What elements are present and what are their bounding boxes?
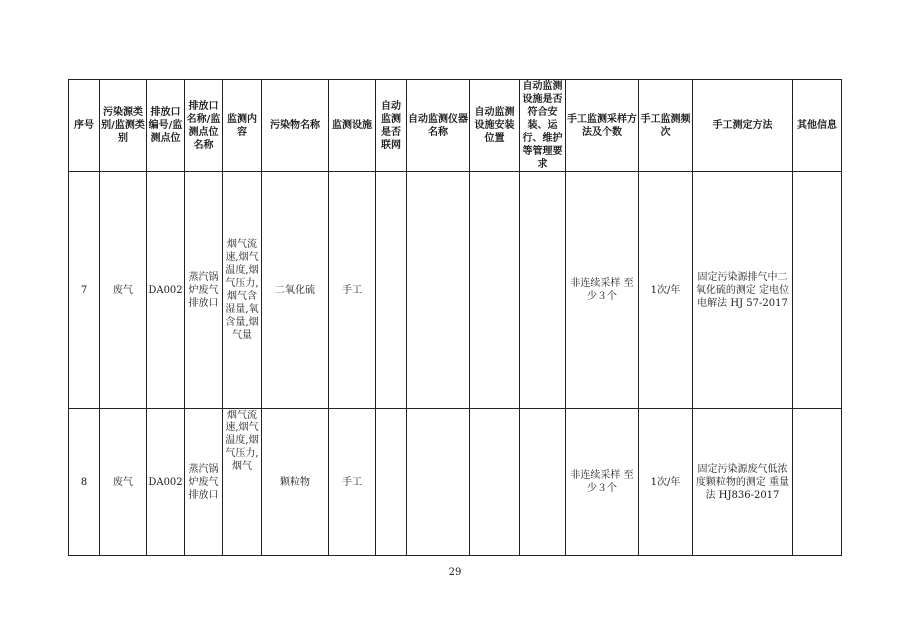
cell-other	[793, 172, 842, 409]
header-networked: 自动监测是否联网	[376, 80, 407, 172]
header-category: 污染源类别/监测类别	[100, 80, 147, 172]
cell-content-text: 烟气流速,烟气温度,烟气压力,烟气	[225, 409, 259, 472]
header-content: 监测内容	[223, 80, 262, 172]
header-facility: 监测设施	[329, 80, 376, 172]
cell-install-location	[470, 172, 520, 409]
header-row	[69, 80, 842, 172]
cell-content	[223, 409, 262, 556]
cell-manual-method: 非连续采样 至少３个	[566, 409, 639, 556]
cell-install-location	[470, 409, 520, 556]
cell-outlet-name: 蒸汽锅炉废气排放口	[185, 172, 223, 409]
monitoring-table	[68, 79, 842, 556]
cell-compliance	[520, 409, 566, 556]
cell-outlet-name: 蒸汽锅炉废气排放口	[185, 409, 223, 556]
header-outlet-code: 排放口编号/监测点位	[147, 80, 185, 172]
cell-facility: 手工	[329, 172, 376, 409]
header-other: 其他信息	[793, 80, 842, 172]
cell-instrument	[407, 409, 470, 556]
table-row	[69, 172, 842, 409]
header-seq: 序号	[69, 80, 100, 172]
page-number: 29	[448, 567, 462, 578]
cell-category: 废气	[100, 409, 147, 556]
cell-instrument	[407, 172, 470, 409]
cell-seq: 8	[69, 409, 100, 556]
cell-compliance	[520, 172, 566, 409]
cell-seq: 7	[69, 172, 100, 409]
cell-pollutant: 颗粒物	[262, 409, 329, 556]
header-pollutant: 污染物名称	[262, 80, 329, 172]
cell-manual-standard: 固定污染源排气中二氧化硫的测定 定电位电解法 HJ 57-2017	[693, 172, 793, 409]
cell-category: 废气	[100, 172, 147, 409]
cell-other	[793, 409, 842, 556]
cell-facility: 手工	[329, 409, 376, 556]
cell-outlet-code: DA002	[147, 172, 185, 409]
cell-manual-method: 非连续采样 至少３个	[566, 172, 639, 409]
cell-networked	[376, 172, 407, 409]
table-row	[69, 409, 842, 556]
header-instrument: 自动监测仪器名称	[407, 80, 470, 172]
cell-pollutant: 二氧化硫	[262, 172, 329, 409]
cell-manual-freq: 1次/年	[639, 172, 693, 409]
cell-manual-standard: 固定污染源废气低浓度颗粒物的测定 重量法 HJ836-2017	[693, 409, 793, 556]
cell-outlet-code: DA002	[147, 409, 185, 556]
header-install-location: 自动监测设施安装位置	[470, 80, 520, 172]
header-compliance: 自动监测设施是否符合安装、运行、维护等管理要求	[520, 80, 566, 172]
cell-manual-freq: 1次/年	[639, 409, 693, 556]
cell-networked	[376, 409, 407, 556]
header-manual-freq: 手工监测频次	[639, 80, 693, 172]
header-manual-standard: 手工测定方法	[693, 80, 793, 172]
header-manual-method: 手工监测采样方法及个数	[566, 80, 639, 172]
cell-content: 烟气流速,烟气温度,烟气压力,烟气含湿量,氧含量,烟气量	[223, 172, 262, 409]
header-outlet-name: 排放口名称/监测点位名称	[185, 80, 223, 172]
